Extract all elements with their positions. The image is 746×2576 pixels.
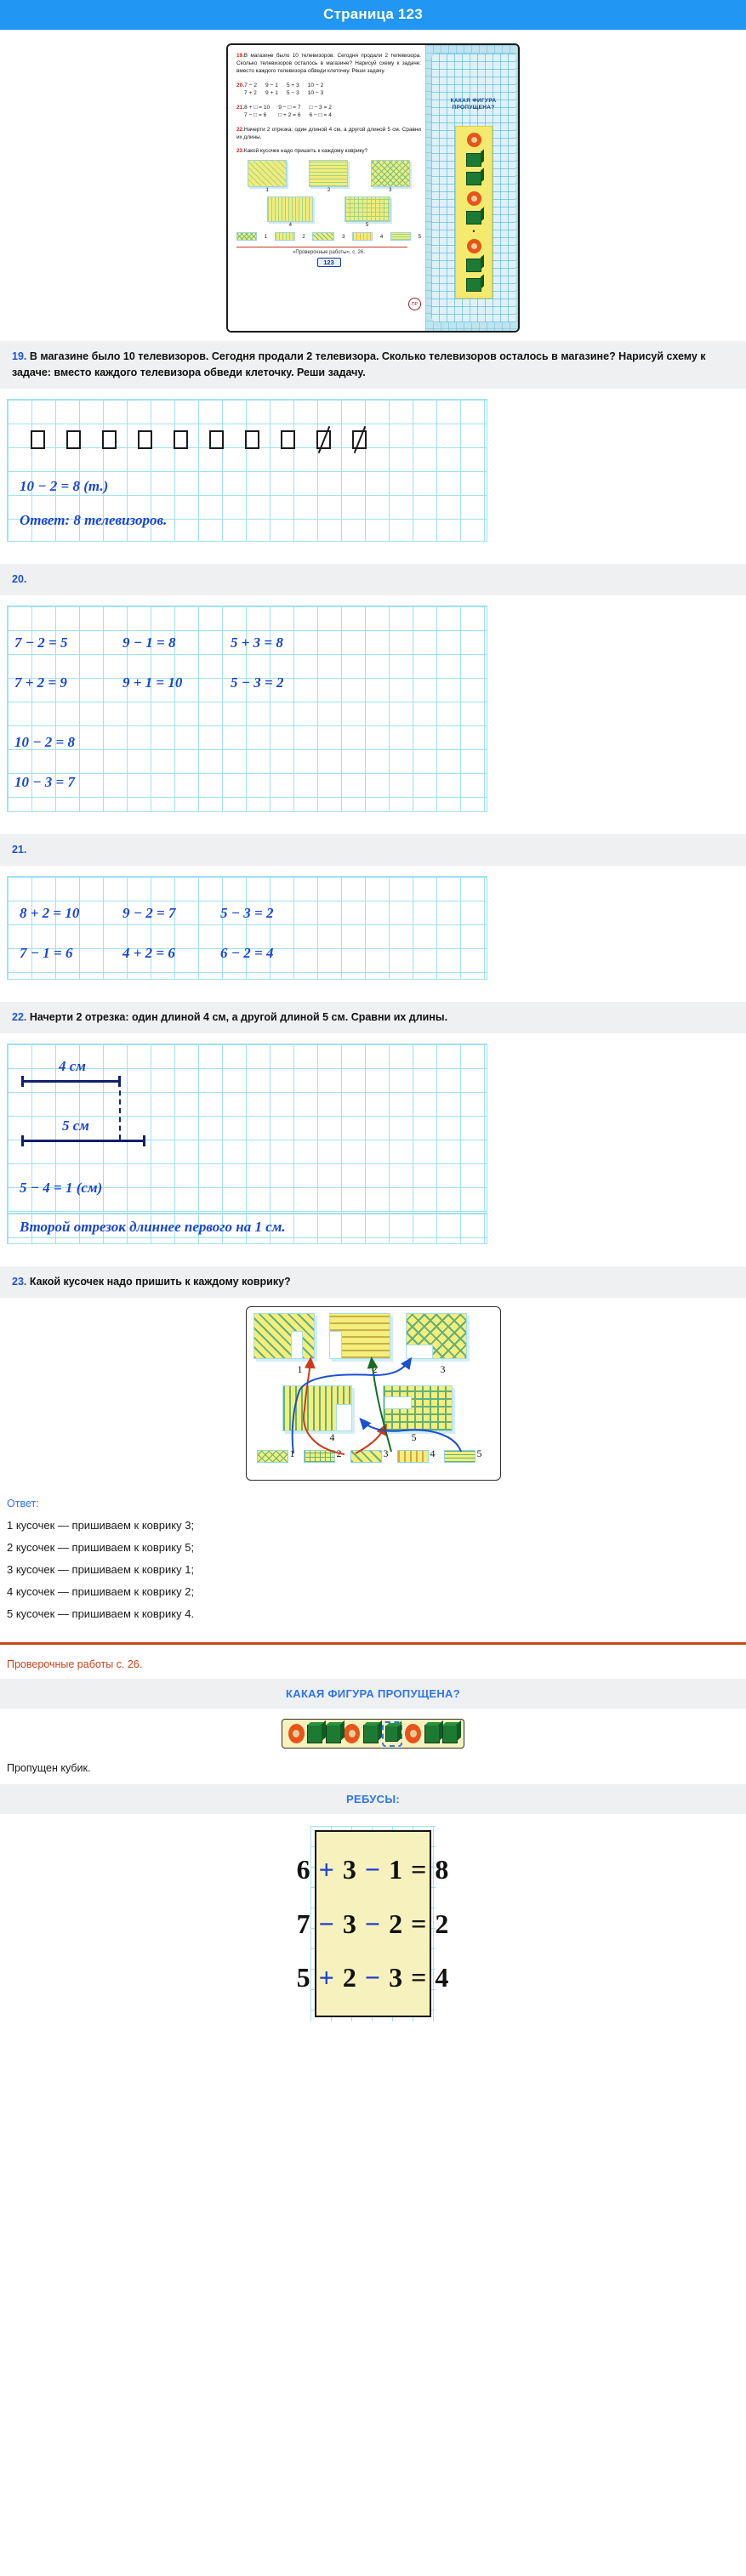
rug-label-4: 4 [329, 1431, 335, 1443]
textbook-left-column [228, 45, 427, 331]
missing-figure-slot[interactable] [382, 1721, 402, 1747]
task-20-header [0, 564, 746, 595]
t21-ans-r1c1: 4 + 2 = 6 [122, 945, 175, 961]
rug-label-1: 1 [297, 1363, 303, 1375]
t20-ans-r0c0: 7 − 2 = 5 [14, 634, 68, 651]
circle-figure-icon [288, 1724, 305, 1743]
task-22-answer-grid [7, 1043, 487, 1214]
cube-figure-icon [466, 278, 481, 292]
missing-figure-answer: Пропущен кубик. [7, 1762, 91, 1774]
segment-2-label: 5 см [62, 1117, 89, 1134]
rug-label-5: 5 [411, 1431, 417, 1443]
tv-box [138, 430, 152, 449]
task-23-answer-item: 3 кусочек — пришиваем к коврику 1; [7, 1563, 195, 1576]
tv-box [102, 430, 117, 449]
task-23-answer-label: Ответ: [7, 1498, 39, 1510]
missing-figure-dot-icon: • [472, 227, 476, 236]
tv-box [31, 430, 45, 449]
t21-c1r1: □ + 2 = 6 [278, 112, 301, 119]
task-20-number: 20. [236, 82, 245, 88]
t21-c0r0: 8 + □ = 10 [244, 104, 270, 111]
mini-rug-1 [248, 160, 287, 187]
t21-c1r0: 9 − □ = 7 [278, 104, 301, 111]
task-22-calculation: 5 − 4 = 1 (см) [20, 1180, 103, 1196]
textbook-footer-note: «Проверочные работы», с. 26. [293, 250, 365, 256]
task-23-answer-item: 1 кусочек — пришиваем к коврику 3; [7, 1519, 195, 1532]
mini-piece-label-3: 3 [342, 234, 345, 240]
segment-1 [21, 1080, 120, 1083]
circle-figure-icon [405, 1724, 421, 1743]
textbook-page-number: 123 [317, 258, 341, 267]
mini-piece-4 [352, 232, 373, 241]
textbook-scan[interactable] [226, 43, 520, 333]
piece-label-4: 4 [430, 1447, 436, 1459]
piece-label-1: 1 [289, 1447, 295, 1459]
mini-rug-4 [267, 196, 313, 222]
t21-c0r1: 7 − □ = 6 [244, 112, 267, 119]
task-22-title: Начерти 2 отрезка: один длиной 4 см, а другой длиной 5 см. Сравни их длины. [29, 1011, 448, 1023]
t21-ans-r0c0: 8 + 2 = 10 [20, 905, 80, 921]
task-23-title: Какой кусочек надо пришить к каждому коврику? [29, 1276, 291, 1288]
t21-ans-r0c2: 5 − 3 = 2 [220, 905, 274, 921]
task-23-illustration-container [0, 1298, 746, 1486]
mini-piece-1 [236, 232, 257, 241]
segment-1-start-cap [21, 1076, 24, 1087]
task-22-number: 22. [12, 1011, 27, 1023]
circle-figure-icon [467, 191, 481, 206]
t21-c2r1: 6 − □ = 4 [309, 112, 332, 119]
t20-ans-r1c0: 7 + 2 = 9 [14, 674, 67, 691]
textbook-scan-container [0, 30, 746, 341]
piece-label-5: 5 [476, 1447, 482, 1459]
rebus-line-3: 5 + 2 − 3 = 4 [296, 1961, 450, 1993]
rebus-grid-frame [296, 1826, 450, 2022]
task-23-answer-item: 5 кусочек — пришиваем к коврику 4. [7, 1607, 195, 1620]
textbook-rugs-illustration [236, 160, 421, 241]
t20-c2r0: 5 + 3 [286, 82, 299, 88]
piece-label-3: 3 [383, 1447, 389, 1459]
textbook-right-column [425, 45, 518, 331]
mini-piece-label-2: 2 [302, 234, 305, 240]
tv-box [245, 430, 259, 449]
t20-c1r0: 9 − 1 [265, 82, 278, 88]
missing-figure-strip[interactable] [282, 1719, 464, 1749]
textbook-task-22 [236, 126, 421, 141]
textbook-task-23 [236, 147, 421, 155]
cube-figure-icon [466, 172, 481, 185]
cube-figure-icon [466, 211, 481, 225]
task-22-number: 22. [236, 126, 244, 133]
checkwork-note: Проверочные работы с. 26. [7, 1658, 143, 1670]
cube-figure-icon [424, 1725, 440, 1743]
mini-piece-3 [312, 232, 334, 241]
task-22-conclusion-grid [7, 1214, 487, 1244]
task-23-answer-item: 4 кусочек — пришиваем к коврику 2; [7, 1585, 195, 1598]
piece-label-2: 2 [336, 1447, 342, 1459]
rebus-line-2: 7 − 3 − 2 = 2 [296, 1908, 450, 1939]
segment-2-end-cap [143, 1135, 145, 1146]
task-22-conclusion: Второй отрезок длиннее первого на 1 см. [20, 1219, 286, 1235]
task-23-answer-item: 2 кусочек — пришиваем к коврику 5; [7, 1541, 195, 1554]
mini-rug-5 [345, 196, 390, 222]
t20-extra-0: 10 − 2 = 8 [14, 734, 75, 750]
page-title: Страница 123 [0, 0, 746, 30]
textbook-grid-panel [431, 54, 515, 322]
t20-ans-r1c2: 5 − 3 = 2 [231, 674, 284, 691]
mini-rug-3 [371, 160, 410, 187]
t20-ans-r0c2: 5 + 3 = 8 [231, 634, 283, 651]
t21-ans-r0c1: 9 − 2 = 7 [122, 905, 176, 921]
task-23-header [0, 1266, 746, 1298]
task-20-number: 20. [12, 573, 27, 585]
segment-1-label: 4 см [59, 1058, 86, 1074]
task-22-header [0, 1002, 746, 1033]
task-21-number: 21. [236, 104, 245, 111]
segment-2 [21, 1140, 145, 1142]
circle-figure-icon [467, 133, 481, 147]
task-23-illustration[interactable] [246, 1306, 501, 1481]
t21-ans-r1c0: 7 − 1 = 6 [20, 945, 73, 961]
cube-figure-icon [385, 1726, 398, 1742]
t20-c0r1: 7 + 2 [244, 90, 257, 97]
rug-label-3: 3 [440, 1363, 446, 1375]
task-19-solution-line: 10 − 2 = 8 (т.) [20, 478, 109, 494]
task-21-number: 21. [12, 844, 27, 856]
task-21-answer-grid [7, 876, 487, 980]
mini-rug-label-4: 4 [288, 223, 292, 229]
cube-figure-icon [307, 1725, 322, 1743]
t21-c2r0: □ − 3 = 2 [309, 104, 332, 111]
missing-figure-container [0, 1709, 746, 1752]
rebus-container [0, 1814, 746, 2039]
rug-label-2: 2 [372, 1363, 378, 1375]
mini-rug-label-5: 5 [365, 223, 369, 229]
cube-figure-icon [442, 1725, 458, 1743]
mini-piece-label-1: 1 [264, 234, 268, 240]
mini-piece-label-4: 4 [379, 234, 384, 240]
task-19-header [0, 341, 746, 389]
textbook-figure-strip [455, 126, 493, 299]
segment-projection-dash [119, 1082, 121, 1140]
cube-figure-icon [466, 259, 481, 272]
tv-box [209, 430, 224, 449]
task-19-title: В магазине было 10 телевизоров. Сегодня продали 2 телевизора. Сколько телевизоров осталось в магазине? Нарисуй схему к задаче: вместо каждого телевизора обведи клеточку. Реши задачу. [12, 350, 706, 378]
rebus-line-1: 6 + 3 − 1 = 8 [296, 1854, 450, 1885]
task-19-answer-line: Ответ: 8 телевизоров. [20, 512, 168, 528]
task-23-number: 23. [12, 1276, 27, 1288]
textbook-pieces-row [236, 232, 421, 241]
task-23-number: 23. [236, 148, 244, 155]
connection-arrows [247, 1307, 502, 1481]
textbook-task-19 [236, 52, 421, 76]
task-19-answer-grid [7, 399, 487, 542]
task-21-header [0, 834, 746, 866]
task-19-number: 19. [236, 53, 244, 59]
mini-rug-label-3: 3 [389, 188, 392, 194]
task-19-number: 19. [12, 350, 27, 362]
textbook-sidebar-title: КАКАЯ ФИГУРА ПРОПУЩЕНА? [450, 98, 497, 111]
mini-piece-label-5: 5 [418, 234, 421, 240]
rebus-card[interactable] [296, 1830, 450, 2017]
textbook-task-21 [236, 104, 421, 120]
t21-ans-r1c2: 6 − 2 = 4 [220, 945, 274, 961]
cube-figure-icon [326, 1725, 341, 1743]
mini-piece-2 [275, 232, 295, 241]
task-19-text: В магазине было 10 телевизоров. Сегодня продали 2 телевизора. Сколько телевизоров осталось в магазине? Нарисуй схему к задаче: вместо каждого телевизора обведи клеточку. Реши задачу. [236, 53, 421, 75]
cube-figure-icon [466, 153, 481, 167]
t20-extra-1: 10 − 3 = 7 [14, 774, 75, 790]
t20-c1r1: 9 + 1 [265, 90, 278, 97]
missing-figure-header: КАКАЯ ФИГУРА ПРОПУЩЕНА? [0, 1679, 746, 1709]
task-22-text: Начерти 2 отрезка: один длиной 4 см, а другой длиной 5 см. Сравни их длины. [236, 126, 421, 140]
task-20-answer-grid [7, 606, 487, 812]
rebus-header: РЕБУСЫ: [0, 1784, 746, 1814]
textbook-task-20 [236, 82, 421, 98]
tv-box [281, 430, 295, 449]
circle-figure-icon [467, 239, 481, 253]
tv-box [174, 430, 188, 449]
t20-c2r1: 5 − 3 [286, 90, 299, 97]
mini-rug-label-1: 1 [265, 188, 269, 194]
circle-figure-icon [344, 1724, 360, 1743]
segment-2-start-cap [21, 1135, 24, 1146]
textbook-stamp-icon: ПР [408, 298, 421, 310]
t20-c3r0: 10 − 2 [307, 82, 324, 88]
t20-ans-r1c1: 9 + 1 = 10 [122, 674, 183, 691]
t20-ans-r0c1: 9 − 1 = 8 [122, 634, 176, 651]
mini-piece-5 [390, 232, 411, 241]
t20-c3r1: 10 − 3 [307, 90, 324, 97]
mini-rug-2 [309, 160, 348, 187]
mini-rug-label-2: 2 [327, 188, 331, 194]
cube-figure-icon [363, 1725, 379, 1743]
t20-c0r0: 7 − 2 [244, 82, 258, 88]
task-23-text: Какой кусочек надо пришить к каждому коврику? [243, 148, 368, 155]
tv-box [66, 430, 81, 449]
